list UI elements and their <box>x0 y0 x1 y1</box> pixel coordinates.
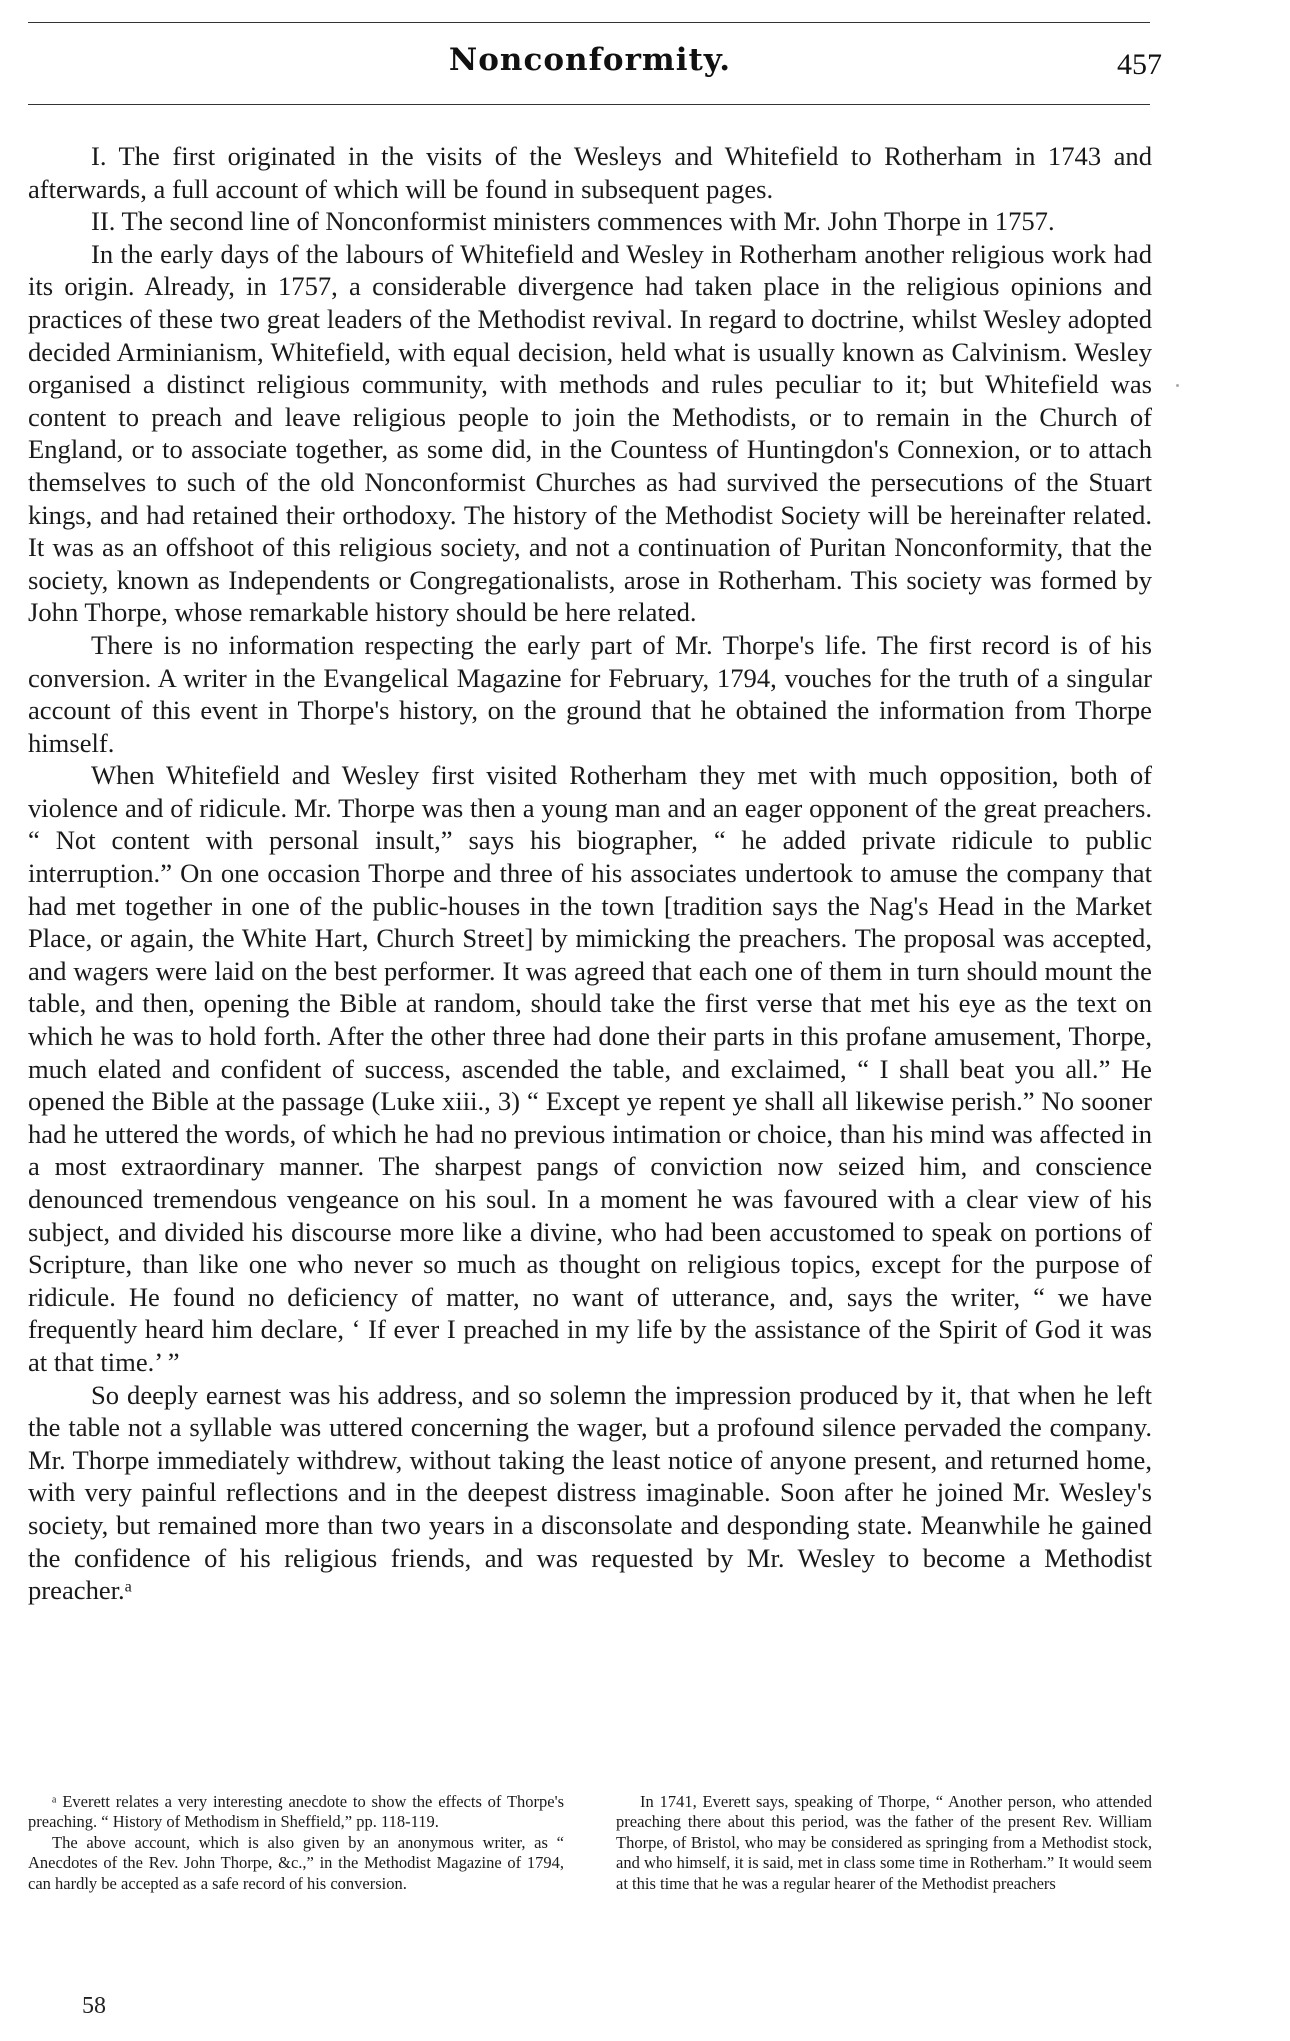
signature-mark: 58 <box>82 1993 106 2019</box>
paragraph: There is no information respecting the early part of Mr. Thorpe's life. The first record is of his conversion. A writer in the Evangelical Magazine for February, 1794, vouches for the truth of a singular account of this event in Thorpe's history, on the ground that he obtained the information from Thorpe himself. <box>28 629 1152 758</box>
footnote-column-right <box>616 1792 1152 1894</box>
paragraph: When Whitefield and Wesley first visited Rotherham they met with much opposition, both of violence and of ridicule. Mr. Thorpe was then a young man and an eager opponent of the great preachers. “ Not content with personal insult,” says his biographer, “ he added private ridicule to public interruption.” On one occasion Thorpe and three of his associates undertook to amuse the company that had met together in one of the public-houses in the town [tradition says the Nag's Head in the Market Place, or again, the White Hart, Church Street] by mimicking the preachers. The proposal was accepted, and wagers were laid on the best performer. It was agreed that each one of them in turn should mount the table, and then, opening the Bible at random, should take the first verse that met his eye as the text on which he was to hold forth. After the other three had done their parts in this profane amusement, Thorpe, much elated and confident of success, ascended the table, and exclaimed, “ I shall beat you all.” He opened the Bible at the passage (Luke xiii., 3) “ Except ye repent ye shall all likewise perish.” No sooner had he uttered the words, of which he had no previous intimation or choice, than his mind was affected in a most extraordinary manner. The sharpest pangs of conviction now seized him, and conscience denounced tremendous vengeance on his soul. In a moment he was favoured with a clear view of his subject, and divided his discourse more like a divine, who had been accustomed to speak on portions of Scripture, than like one who never so much as thought on religious topics, except for the purpose of ridicule. He found no deficiency of matter, no want of utterance, and, says the writer, “ we have frequently heard him declare, ‘ If ever I preached in my life by the assistance of the Spirit of God it was at that time.’ ” <box>28 760 1152 1377</box>
header-rule <box>28 104 1150 105</box>
footnotes <box>28 1792 1152 1894</box>
paragraph: II. The second line of Nonconformist ministers commences with Mr. John Thorpe in 1757. <box>91 206 1055 237</box>
paragraph: So deeply earnest was his address, and so solemn the impression produced by it, that when he left the table not a syllable was uttered concerning the wager, but a profound silence pervaded the company. Mr. Thorpe immediately withdrew, without taking the least notice of anyone present, and returned home, with very painful reflections and in the deepest distress imaginable. Soon after he joined Mr. Wesley's society, but remained more than two years in a disconsolate and desponding state. Meanwhile he gained the confidence of his religious friends, and was requested by Mr. Wesley to become a Methodist preacher.ᵃ <box>28 1379 1152 1606</box>
body-text <box>28 140 1152 1607</box>
print-speck <box>1176 384 1179 387</box>
paragraph: I. The first originated in the visits of the Wesleys and Whitefield to Rotherham in 1743 and afterwards, a full account of which will be found in subsequent pages. <box>28 141 1152 204</box>
paragraph: In the early days of the labours of Whitefield and Wesley in Rotherham another religious work had its origin. Already, in 1757, a considerable divergence had taken place in the religious opinions and practices of these two great leaders of the Methodist revival. In regard to doctrine, whilst Wesley adopted decided Arminianism, Whitefield, with equal decision, held what is usually known as Calvinism. Wesley organised a distinct religious community, with methods and rules peculiar to it; but Whitefield was content to preach and leave religious people to join the Methodists, or to remain in the Church of England, or to associate together, as some did, in the Countess of Huntingdon's Connexion, or to attach themselves to such of the old Nonconformist Churches as had survived the persecutions of the Stuart kings, and had retained their orthodoxy. The history of the Methodist Society will be hereinafter related. It was as an offshoot of this religious society, and not a continuation of Puritan Nonconformity, that the society, known as Independents or Congregationalists, arose in Rotherham. This society was formed by John Thorpe, whose remarkable history should be here related. <box>28 238 1152 628</box>
page-number: 457 <box>1117 48 1162 81</box>
footnote-paragraph: ᵃ Everett relates a very interesting anecdote to show the effects of Thorpe's preaching. “ History of Methodism in Sheffield,” pp. 118-119. <box>28 1792 564 1832</box>
running-head: Nonconformity. <box>448 42 732 78</box>
footnote-paragraph: In 1741, Everett says, speaking of Thorpe, “ Another person, who attended preaching there about this period, was the father of the present Rev. William Thorpe, of Bristol, who may be considered as springing from a Methodist stock, and who himself, it is said, met in class some time in Rotherham.” It would seem at this time that he was a regular hearer of the Methodist preachers <box>616 1792 1152 1893</box>
footnote-paragraph: The above account, which is also given by an anonymous writer, as “ Anecdotes of the Rev. John Thorpe, &c.,” in the Methodist Magazine of 1794, can hardly be accepted as a safe record of his conversion. <box>28 1832 564 1893</box>
top-rule <box>28 22 1150 23</box>
footnote-column-left <box>28 1792 564 1894</box>
